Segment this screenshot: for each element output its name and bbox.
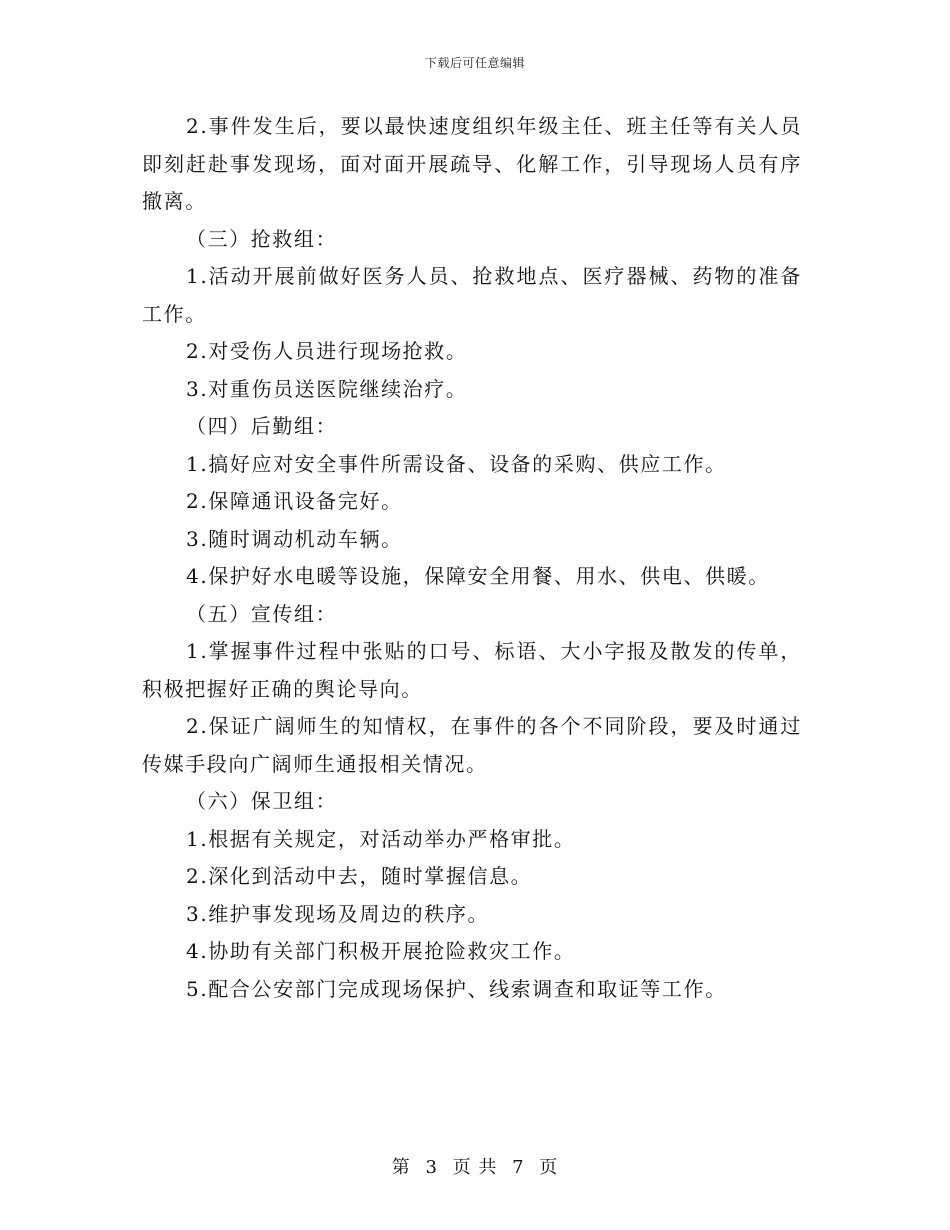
paragraph: 3.对重伤员送医院继续治疗。 (186, 376, 468, 401)
paragraph: 1.搞好应对安全事件所需设备、设备的采购、供应工作。 (186, 451, 727, 476)
paragraph: 2.保障通讯设备完好。 (186, 489, 403, 513)
section-heading: （四）后勤组： (186, 414, 338, 438)
current-page-number: 3 (425, 1157, 438, 1178)
paragraph: 2.保证广阔师生的知情权，在事件的各个不同阶段，要及时通过传媒手段向广阔师生通报相关情况。 (142, 714, 802, 776)
paragraph: 1.活动开展前做好医务人员、抢救地点、医疗器械、药物的准备工作。 (142, 264, 802, 326)
paragraph: 3.随时调动机动车辆。 (186, 526, 403, 551)
paragraph: 3.维护事发现场及周边的秩序。 (186, 901, 490, 926)
section-heading: （六）保卫组： (186, 789, 338, 813)
paragraph: 1.掌握事件过程中张贴的口号、标语、大小字报及散发的传单，积极把握好正确的舆论导向。 (142, 639, 802, 701)
paragraph: 4.协助有关部门积极开展抢险救灾工作。 (186, 939, 576, 963)
paragraph: 2.深化到活动中去，随时掌握信息。 (186, 864, 533, 888)
paragraph: 1.根据有关规定，对活动举办严格审批。 (186, 826, 576, 851)
paragraph: 2.事件发生后，要以最快速度组织年级主任、班主任等有关人员即刻赶赴事发现场，面对面开展疏导、化解工作，引导现场人员有序撤离。 (142, 114, 802, 213)
paragraph: 5.配合公安部门完成现场保护、线索调查和取证等工作。 (186, 976, 727, 1001)
footer-suffix: 页 (539, 1157, 559, 1178)
paragraph: 4.保护好水电暖等设施，保障安全用餐、用水、供电、供暖。 (186, 564, 770, 588)
paragraph: 2.对受伤人员进行现场抢救。 (186, 339, 468, 363)
document-body (142, 108, 802, 1008)
total-pages-number: 7 (512, 1157, 525, 1178)
header-note: 下载后可任意编辑 (424, 56, 525, 70)
section-heading: （三）抢救组： (186, 226, 338, 251)
footer-middle: 页 共 (452, 1157, 498, 1178)
footer-prefix: 第 (391, 1157, 411, 1178)
page-footer (0, 1153, 950, 1179)
section-heading: （五）宣传组： (186, 601, 338, 626)
